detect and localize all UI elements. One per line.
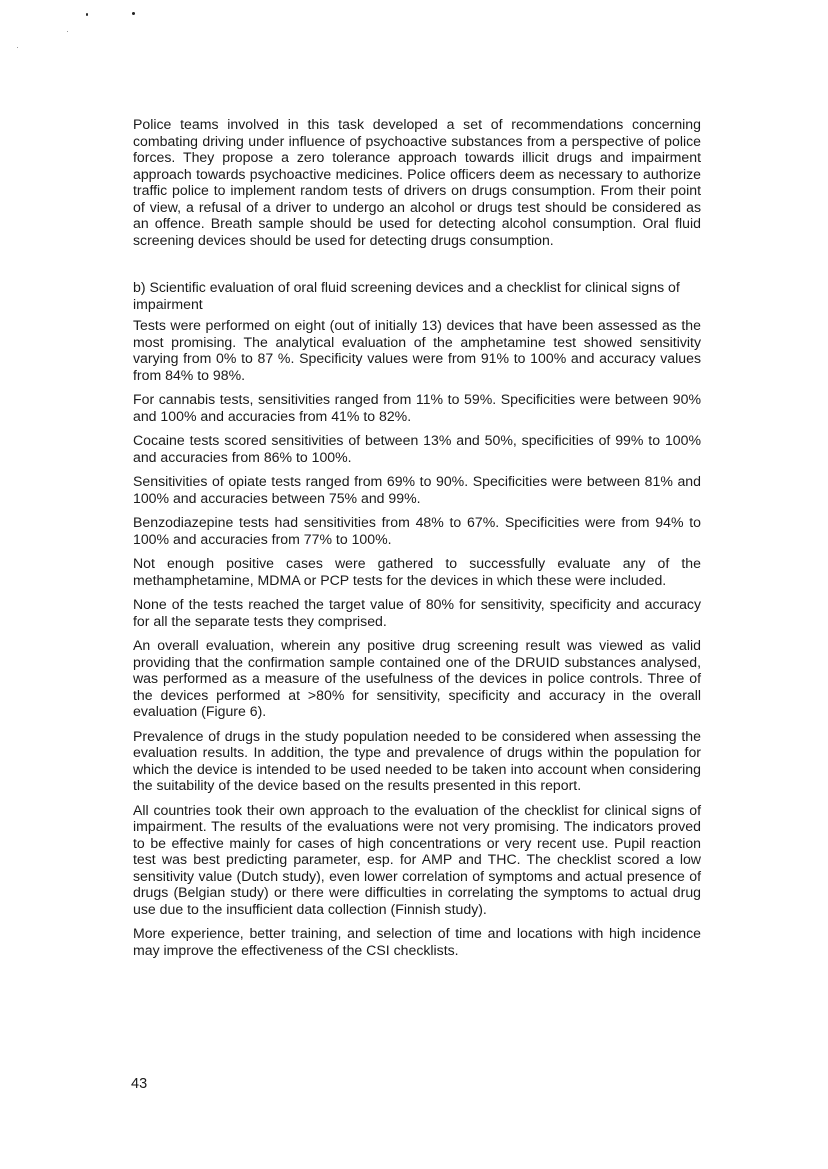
body-paragraph: Cocaine tests scored sensitivities of between 13% and 50%, specificities of 99% to 100% and accuracies from 86% to 100%. xyxy=(133,432,701,465)
body-paragraph: Tests were performed on eight (out of initially 13) devices that have been assessed as the most promising. The analytical evaluation of the amphetamine test showed sensitivity varying from 0% to 87 %. Specificity values were from 91% to 100% and accuracy values from 84% to 98%. xyxy=(133,317,701,383)
body-paragraph: An overall evaluation, wherein any positive drug screening result was viewed as valid providing that the confirmation sample contained one of the DRUID substances analysed, was performed as a measure of the usefulness of the devices in police controls. Three of the devices performed at >80% for sensitivity, specificity and accuracy in the overall evaluation (Figure 6). xyxy=(133,637,701,719)
body-paragraph: Prevalence of drugs in the study population needed to be considered when assessing the evaluation results. In addition, the type and prevalence of drugs within the population for which the device is intended to be used needed to be taken into account when considering the suitability of the device based on the results presented in this report. xyxy=(133,727,701,793)
body-paragraph: Not enough positive cases were gathered to successfully evaluate any of the methamphetamine, MDMA or PCP tests for the devices in which these were included. xyxy=(133,555,701,588)
document-body xyxy=(133,116,701,966)
body-paragraph: Sensitivities of opiate tests ranged from 69% to 90%. Specificities were between 81% and 100% and accuracies between 75% and 99%. xyxy=(133,473,701,506)
scan-speck xyxy=(132,12,135,15)
page-number: 43 xyxy=(131,1076,148,1092)
scan-speck xyxy=(67,31,68,32)
body-paragraph: More experience, better training, and selection of time and locations with high incidence may improve the effectiveness of the CSI checklists. xyxy=(133,925,701,958)
body-paragraph: Benzodiazepine tests had sensitivities from 48% to 67%. Specificities were from 94% to 100% and accuracies from 77% to 100%. xyxy=(133,514,701,547)
body-paragraph: For cannabis tests, sensitivities ranged from 11% to 59%. Specificities were between 90% and 100% and accuracies from 41% to 82%. xyxy=(133,391,701,424)
body-paragraph: All countries took their own approach to the evaluation of the checklist for clinical signs of impairment. The results of the evaluations were not very promising. The indicators proved to be effective mainly for cases of high concentrations or very recent use. Pupil reaction test was best predicting parameter, esp. for AMP and THC. The checklist scored a low sensitivity value (Dutch study), even lower correlation of symptoms and actual presence of drugs (Belgian study) or there were difficulties in correlating the symptoms to actual drug use due to the insufficient data collection (Finnish study). xyxy=(133,801,701,917)
scan-speck xyxy=(17,47,18,48)
section-heading: b) Scientific evaluation of oral fluid screening devices and a checklist for clinical signs of impairment xyxy=(133,279,680,312)
body-paragraph: None of the tests reached the target value of 80% for sensitivity, specificity and accuracy for all the separate tests they comprised. xyxy=(133,596,701,629)
scan-speck xyxy=(86,13,88,16)
intro-paragraph: Police teams involved in this task developed a set of recommendations concerning combating driving under influence of psychoactive substances from a perspective of police forces. They propose a zero tolerance approach towards illicit drugs and impairment approach towards psychoactive medicines. Police officers deem as necessary to authorize traffic police to implement random tests of drivers on drugs consumption. From their point of view, a refusal of a driver to undergo an alcohol or drugs test should be considered as an offence. Breath sample should be used for detecting alcohol consumption. Oral fluid screening devices should be used for detecting drugs consumption. xyxy=(133,116,701,248)
